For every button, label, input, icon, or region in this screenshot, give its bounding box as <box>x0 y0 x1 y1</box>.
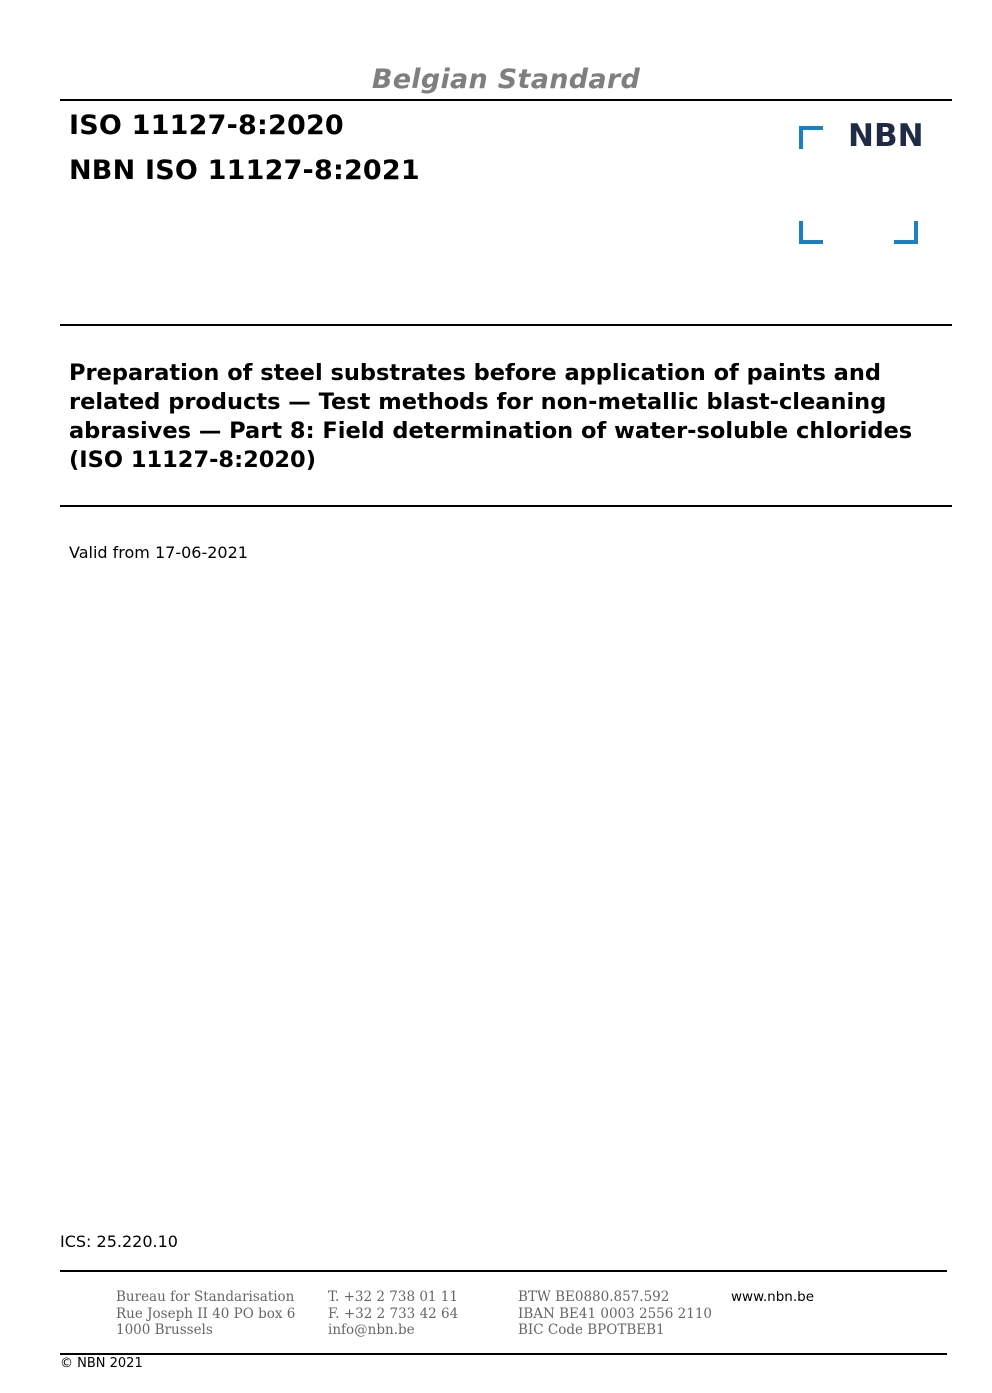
header-rule <box>60 99 952 101</box>
footer-contact <box>328 1289 458 1339</box>
document-title <box>69 359 954 475</box>
footer-fax: F. +32 2 733 42 64 <box>328 1305 459 1322</box>
document-type-label: Belgian Standard <box>371 64 641 95</box>
footer-bic: BIC Code BPOTBEB1 <box>518 1322 665 1338</box>
validity-date: Valid from 17-06-2021 <box>69 543 248 562</box>
nbn-standard-number: NBN ISO 11127-8:2021 <box>69 155 420 186</box>
logo-corner-top-left <box>799 126 803 149</box>
copyright-notice: © NBN 2021 <box>60 1356 143 1371</box>
footer-phone: T. +32 2 738 01 11 <box>328 1289 458 1305</box>
logo-corner-bottom-left <box>799 240 823 244</box>
footer-website <box>731 1289 814 1306</box>
footer-top-rule <box>60 1270 947 1272</box>
footer-bank <box>518 1289 712 1339</box>
title-line: related products — Test methods for non-metallic blast-cleaning <box>69 389 887 415</box>
footer-address <box>116 1289 295 1339</box>
footer-vat: BTW BE0880.857.592 <box>518 1289 670 1305</box>
footer-address-line: Rue Joseph II 40 PO box 6 <box>116 1305 296 1322</box>
footer-bottom-rule <box>60 1353 947 1355</box>
logo-wordmark: NBN <box>848 118 924 154</box>
title-line: (ISO 11127-8:2020) <box>69 447 316 473</box>
footer-address-line: Bureau for Standarisation <box>116 1289 295 1305</box>
footer-iban: IBAN BE41 0003 2556 2110 <box>518 1305 713 1322</box>
iso-standard-number: ISO 11127-8:2020 <box>69 110 344 141</box>
title-top-rule <box>60 324 952 326</box>
footer-email-link[interactable]: info@nbn.be <box>328 1322 415 1338</box>
title-line: abrasives — Part 8: Field determination of water-soluble chlorides <box>69 418 913 444</box>
website-link[interactable]: www.nbn.be <box>731 1289 815 1305</box>
logo-corner-bottom-right <box>894 240 918 244</box>
ics-code: ICS: 25.220.10 <box>60 1232 178 1251</box>
footer-address-line: 1000 Brussels <box>116 1322 213 1338</box>
title-bottom-rule <box>60 505 952 507</box>
title-line: Preparation of steel substrates before application of paints and <box>69 360 881 386</box>
